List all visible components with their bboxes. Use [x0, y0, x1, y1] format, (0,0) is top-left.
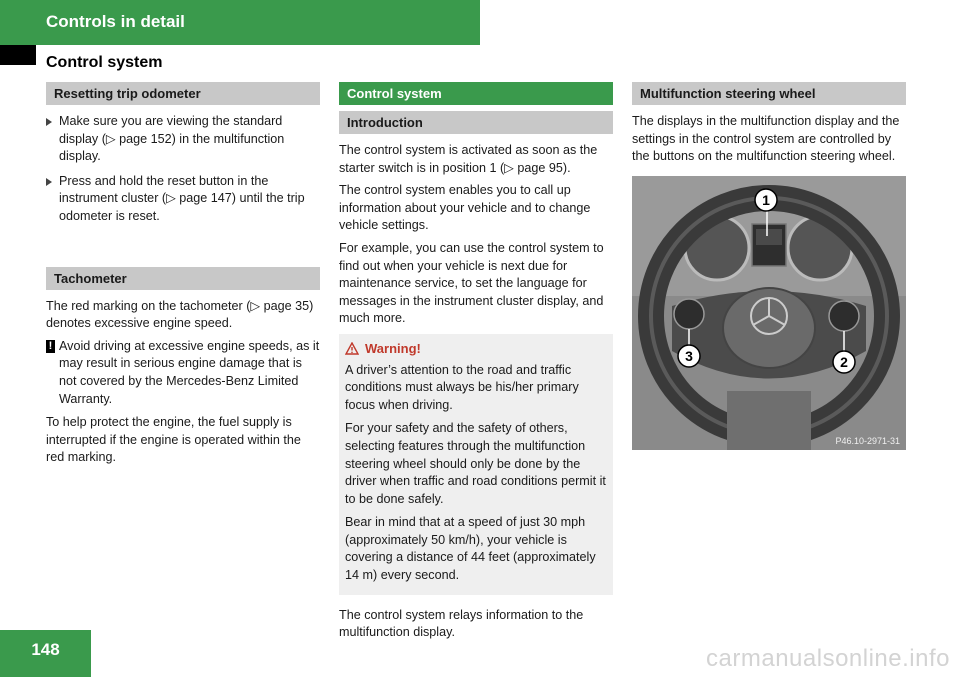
- instruction-bullet: [46, 173, 320, 226]
- page-number: 148: [31, 640, 60, 659]
- warning-paragraph-1: A driver’s attention to the road and traffic conditions must always be his/her primary focus when driving.: [345, 362, 579, 412]
- instruction-bullet: [46, 113, 320, 166]
- callout-1: [755, 189, 777, 211]
- caution-note: [46, 338, 320, 408]
- bullet-arrow-icon: [46, 178, 52, 186]
- spacer: [46, 233, 320, 267]
- subsection-heading-introduction: Introduction: [339, 111, 613, 134]
- bullet-arrow-icon: [46, 118, 52, 126]
- callout-2-label: 2: [840, 353, 848, 370]
- image-code: P46.10-2971-31: [835, 435, 900, 446]
- page-subtitle: Control system: [46, 54, 163, 71]
- steering-wheel-illustration: [632, 176, 906, 450]
- warning-heading: [345, 340, 607, 358]
- warning-box: [339, 334, 613, 595]
- callout-2: [833, 351, 855, 373]
- relay-paragraph: The control system relays information to the multifunction display.: [339, 607, 584, 640]
- callout-3: [678, 345, 700, 367]
- steering-wheel-paragraph: The displays in the multifunction display and the settings in the control system are controlled by the buttons on the multifunction steering wheel.: [632, 114, 900, 164]
- chapter-title: Controls in detail: [46, 12, 185, 31]
- callout-1-label: 1: [762, 191, 770, 208]
- intro-paragraph-2: The control system enables you to call up information about your vehicle and to change vehicle settings.: [339, 183, 591, 233]
- exclamation-icon: !: [46, 340, 55, 353]
- column-middle: [339, 82, 613, 647]
- warning-title: Warning!: [365, 340, 421, 356]
- tachometer-paragraph: The red marking on the tachometer (▷ page 35) denotes excessive engine speed.: [46, 298, 314, 331]
- column-left: [46, 82, 320, 472]
- callout-3-label: 3: [685, 347, 693, 364]
- warning-paragraph-3: Bear in mind that at a speed of just 30 mph (approximately 50 km/h), your vehicle is covering a distance of 44 feet (approximately 14 m) every second.: [345, 515, 596, 583]
- intro-paragraph-3: For example, you can use the control system to find out when your vehicle is next due for maintenance service, to set the language for messages in the instrument cluster display, and much more.: [339, 240, 604, 326]
- bullet-text: Make sure you are viewing the standard display (▷ page 152) in the multifunction display.: [59, 114, 285, 164]
- bullet-text: Press and hold the reset button in the instrument cluster (▷ page 147) until the trip odometer is reset.: [59, 173, 305, 223]
- column-right: [632, 82, 906, 450]
- section-heading-steering-wheel: Multifunction steering wheel: [632, 82, 906, 105]
- caution-note-text: Avoid driving at excessive engine speeds, as it may result in serious engine damage that is not covered by the Mercedes-Benz Limited Warranty.: [59, 338, 320, 406]
- intro-paragraph-1: The control system is activated as soon as the starter switch is in position 1 (▷ page 95).: [339, 143, 598, 175]
- section-heading-trip-odometer: Resetting trip odometer: [46, 82, 320, 105]
- watermark: carmanualsonline.info: [706, 645, 950, 672]
- header-tab-marker: [0, 45, 36, 65]
- fuel-supply-paragraph: To help protect the engine, the fuel supply is interrupted if the engine is operated within the red marking.: [46, 415, 301, 465]
- section-heading-tachometer: Tachometer: [46, 267, 320, 290]
- section-heading-control-system: Control system: [339, 82, 613, 105]
- warning-triangle-icon: [345, 342, 359, 355]
- warning-paragraph-2: For your safety and the safety of others, selecting features through the multifunction steering wheel should only be done by the driver when traffic and road conditions permit it to be done safely.: [345, 421, 606, 506]
